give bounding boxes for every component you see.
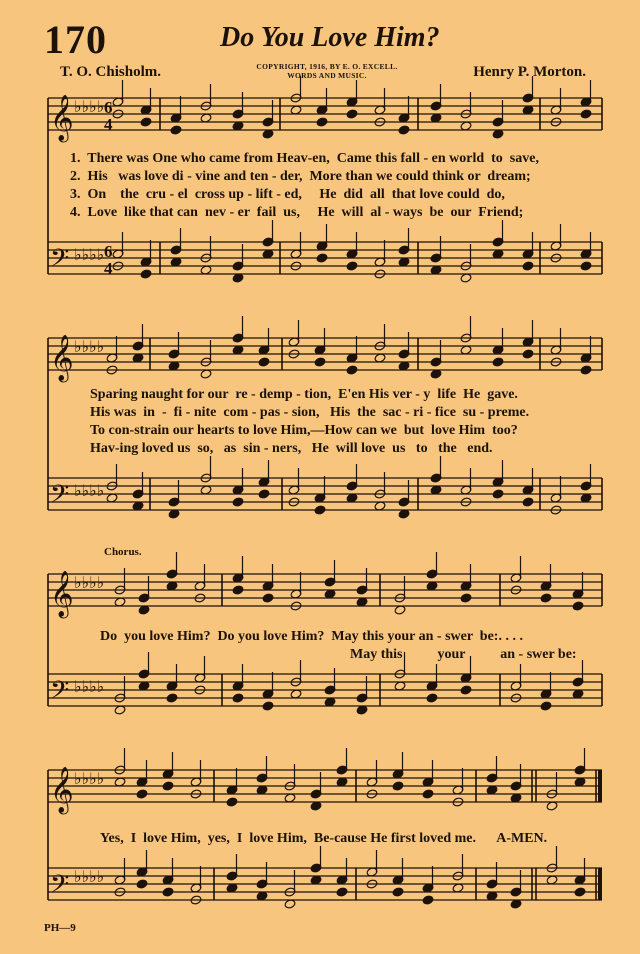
flat-icon: ♭♭♭♭	[74, 481, 105, 500]
note-head	[346, 365, 358, 375]
flat-icon: ♭♭♭♭	[74, 677, 105, 696]
note-head	[540, 701, 552, 711]
note-head	[262, 701, 274, 711]
note-head	[316, 117, 328, 127]
note-head	[226, 797, 238, 807]
note-head	[140, 117, 152, 127]
flat-icon: ♭♭♭♭	[74, 245, 105, 264]
flat-icon: ♭♭♭♭	[74, 573, 105, 592]
flat-icon: ♭♭♭♭	[74, 769, 105, 788]
note-head	[336, 887, 348, 897]
svg-text:6: 6	[104, 98, 113, 117]
note-head	[572, 601, 584, 611]
final-barlines	[598, 770, 602, 900]
note-head	[140, 269, 152, 279]
note-head	[162, 781, 174, 791]
verse-line-3b: To con-strain our hearts to love Him,—How can we but love Him too?	[90, 423, 518, 438]
note-head	[136, 789, 148, 799]
note-head	[314, 505, 326, 515]
note-head	[162, 887, 174, 897]
note-head	[316, 253, 328, 263]
hymn-number: 170	[44, 17, 107, 62]
verse-line-1a: 1. There was One who came from Heav-en, Came this fall - en world to save,	[70, 151, 539, 166]
verse-line-4a: 4. Love like that can nev - er fail us, He will al - ways be our Friend;	[70, 205, 524, 220]
verse-line-4b: Hav-ing loved us so, as sin - ners, He will love us to the end.	[90, 441, 493, 456]
note-head	[422, 789, 434, 799]
note-head	[346, 109, 358, 119]
note-head	[580, 365, 592, 375]
chorus-label: Chorus.	[104, 546, 142, 558]
treble-staff-system-1	[48, 98, 602, 130]
note-head	[392, 887, 404, 897]
treble-clef-icon: 𝄞	[50, 571, 74, 617]
flat-icon: ♭♭♭♭	[74, 337, 105, 356]
note-head	[580, 109, 592, 119]
bass-clef-icon: 𝄢	[50, 870, 70, 905]
lyricist-name: T. O. Chisholm.	[60, 64, 161, 80]
note-head	[540, 593, 552, 603]
note-head	[232, 497, 244, 507]
note-head	[522, 497, 534, 507]
hymn-title: Do You Love Him?	[220, 22, 440, 53]
note-head	[232, 585, 244, 595]
chorus-line-1: Do you love Him? Do you love Him? May this your an - swer be:. . . .	[100, 629, 523, 644]
note-head	[460, 685, 472, 695]
note-head	[398, 125, 410, 135]
bass-clef-icon: 𝄢	[50, 676, 70, 711]
verse-line-2a: 2. His was love di - vine and ten - der, More than we could think or dream;	[70, 169, 531, 184]
copyright-line: COPYRIGHT, 1916, BY E. O. EXCELL.	[256, 62, 398, 71]
note-head	[258, 489, 270, 499]
page-footer: PH—9	[44, 922, 76, 934]
note-head	[392, 781, 404, 791]
note-head	[522, 349, 534, 359]
treble-clef-icon: 𝄞	[50, 95, 74, 141]
chorus-line-2: May this your an - swer be:	[350, 647, 577, 662]
svg-text:4: 4	[104, 259, 113, 278]
note-head	[460, 593, 472, 603]
treble-clef-icon: 𝄞	[50, 335, 74, 381]
note-head	[314, 357, 326, 367]
note-head	[492, 489, 504, 499]
flat-icon: ♭♭♭♭	[74, 867, 105, 886]
note-head	[262, 593, 274, 603]
verse-line-2b: His was in - fi - nite com - pas - sion, His the sac - ri - fice su - preme.	[90, 405, 530, 420]
treble-clef-icon: 𝄞	[50, 767, 74, 813]
bass-clef-icon: 𝄢	[50, 244, 70, 279]
note-head	[574, 887, 586, 897]
flat-icon: ♭♭♭♭	[74, 97, 105, 116]
svg-text:4: 4	[104, 115, 113, 134]
note-head	[346, 261, 358, 271]
bass-clef-icon: 𝄢	[50, 480, 70, 515]
note-head	[522, 261, 534, 271]
copyright-line: WORDS AND MUSIC.	[287, 71, 367, 80]
treble-staff-system-3	[48, 574, 602, 606]
note-head	[136, 879, 148, 889]
note-head	[422, 895, 434, 905]
note-head	[580, 261, 592, 271]
note-head	[170, 125, 182, 135]
composer-name: Henry P. Morton.	[473, 64, 586, 80]
note-head	[492, 357, 504, 367]
note-head	[258, 357, 270, 367]
note-head	[166, 693, 178, 703]
verse-line-1b: Sparing naught for our re - demp - tion, E'en His ver - y life He gave.	[90, 387, 518, 402]
final-line: Yes, I love Him, yes, I love Him, Be-cause He first loved me. A-MEN.	[100, 831, 548, 846]
svg-text:6: 6	[104, 242, 113, 261]
note-head	[232, 693, 244, 703]
verse-line-3a: 3. On the cru - el cross up - lift - ed, He did all that love could do,	[70, 187, 505, 202]
note-head	[426, 693, 438, 703]
